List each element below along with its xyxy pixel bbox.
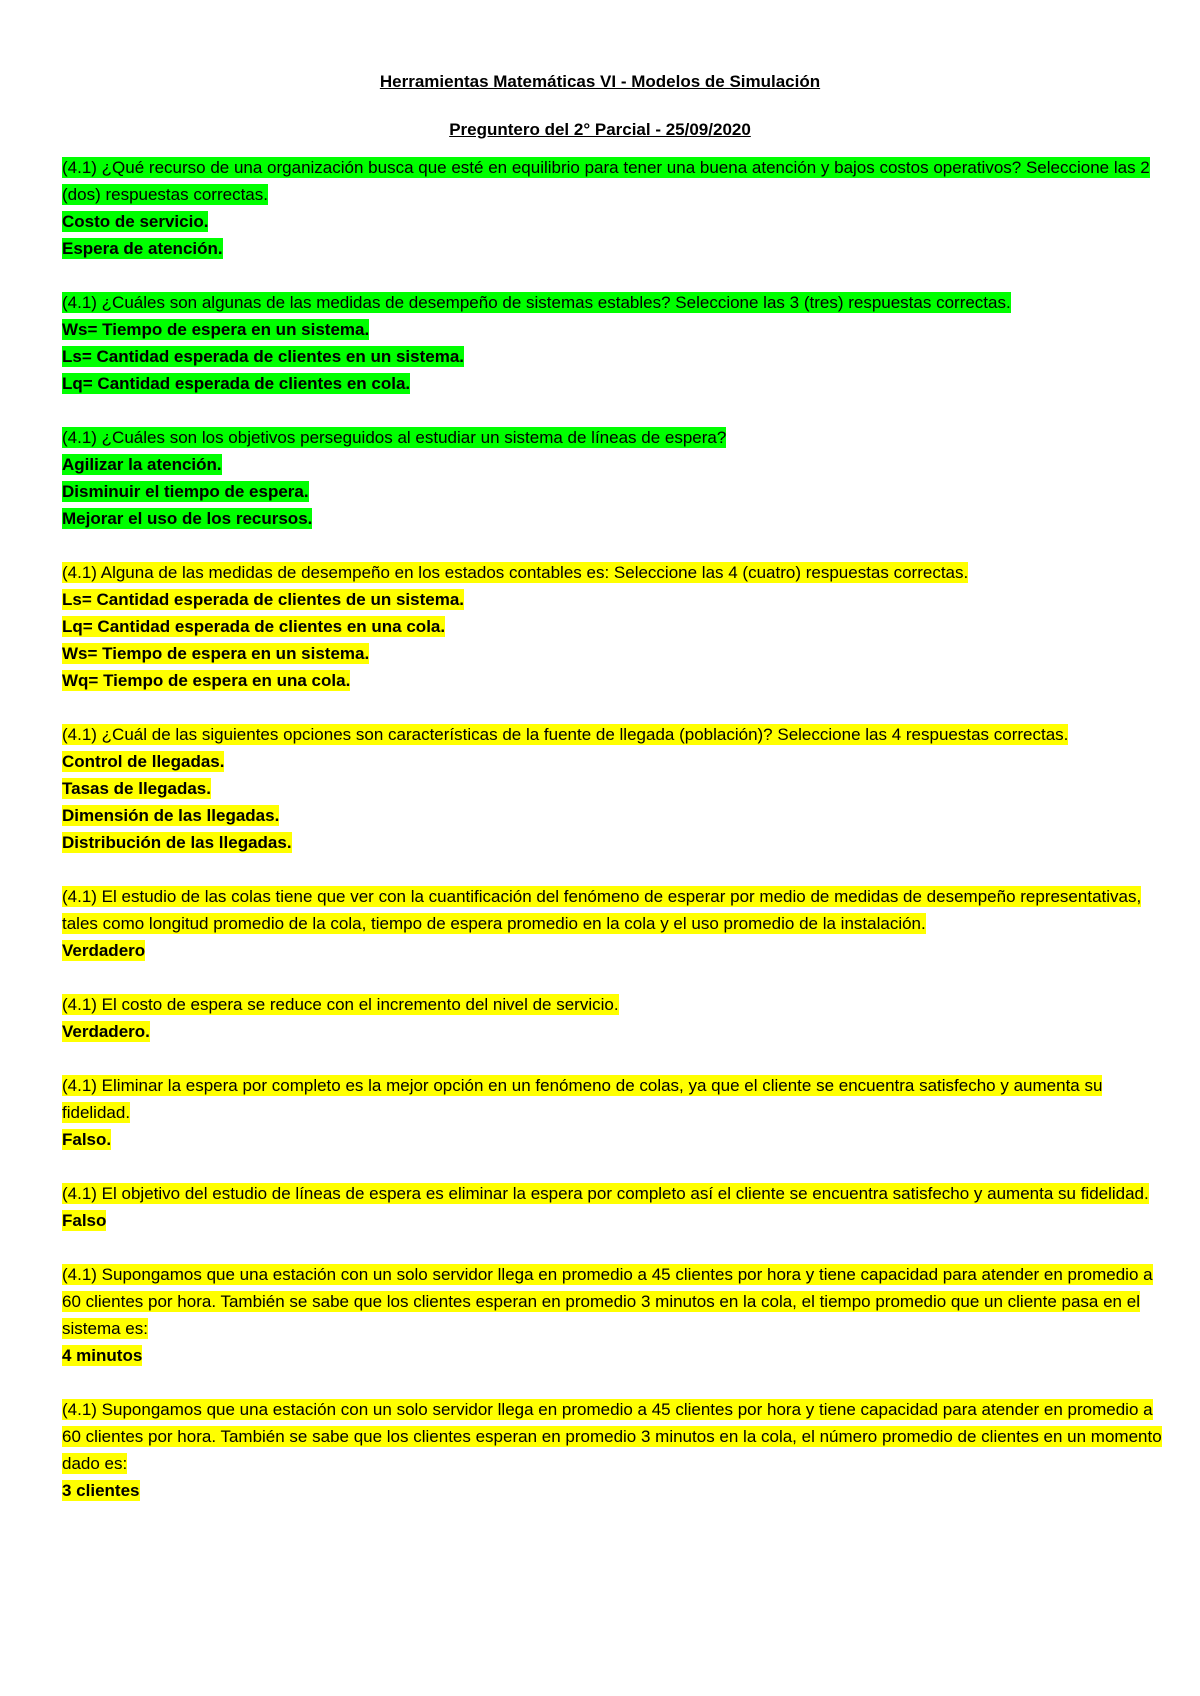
question-text-line	[62, 1180, 1162, 1207]
question-block	[62, 1261, 1162, 1369]
question-block	[62, 289, 1162, 397]
question-block	[62, 1180, 1162, 1234]
answer-line	[62, 1207, 1162, 1234]
answer-text: Lq= Cantidad esperada de clientes en una cola.	[62, 617, 446, 636]
answer-line	[62, 1126, 1162, 1153]
question-text: (4.1) El objetivo del estudio de líneas de espera es eliminar la espera por completo así el cliente se encuentra satisfecho y aumenta su fidelidad.	[62, 1184, 1149, 1203]
answer-line	[62, 937, 1162, 964]
question-block	[62, 1072, 1162, 1153]
answer-line	[62, 748, 1162, 775]
question-text-line	[62, 721, 1162, 748]
answer-line	[62, 1018, 1162, 1045]
question-block	[62, 154, 1162, 262]
answer-text: Falso.	[62, 1130, 112, 1149]
question-text-line	[62, 559, 1162, 586]
question-text: (4.1) ¿Cuáles son los objetivos perseguidos al estudiar un sistema de líneas de espera?	[62, 428, 727, 447]
answer-text: Falso	[62, 1211, 107, 1230]
answer-text: Tasas de llegadas.	[62, 779, 211, 798]
question-text: (4.1) ¿Cuál de las siguientes opciones son características de la fuente de llegada (población)? Seleccione las 4 respuestas correctas.	[62, 725, 1069, 744]
answer-text: Distribución de las llegadas.	[62, 833, 292, 852]
answer-text: 3 clientes	[62, 1481, 140, 1500]
answer-line	[62, 343, 1162, 370]
answer-line	[62, 667, 1162, 694]
question-text-line	[62, 289, 1162, 316]
answer-text: 4 minutos	[62, 1346, 143, 1365]
answer-line	[62, 829, 1162, 856]
answer-line	[62, 775, 1162, 802]
question-block	[62, 1396, 1162, 1504]
answer-line	[62, 478, 1162, 505]
answer-text: Lq= Cantidad esperada de clientes en cola.	[62, 374, 411, 393]
question-text: (4.1) Supongamos que una estación con un solo servidor llega en promedio a 45 clientes por hora y tiene capacidad para atender en promedio a 60 clientes por hora. También se sabe que los clientes esperan en promedio 3 minutos en la cola, el tiempo promedio que un cliente pasa en el sistema es:	[62, 1265, 1153, 1338]
answer-text: Dimensión de las llegadas.	[62, 806, 280, 825]
answer-line	[62, 586, 1162, 613]
answer-text: Verdadero.	[62, 1022, 150, 1041]
answer-text: Verdadero	[62, 941, 146, 960]
question-block	[62, 883, 1162, 964]
question-text: (4.1) Alguna de las medidas de desempeño en los estados contables es: Seleccione las 4 (cuatro) respuestas correctas.	[62, 563, 969, 582]
answer-line	[62, 802, 1162, 829]
question-text-line	[62, 154, 1162, 208]
question-block	[62, 721, 1162, 856]
question-text: (4.1) El estudio de las colas tiene que ver con la cuantificación del fenómeno de esperar por medio de medidas de desempeño representativas, tales como longitud promedio de la cola, tiempo de espera promedio en la cola y el uso promedio de la instalación.	[62, 887, 1142, 933]
answer-text: Costo de servicio.	[62, 212, 209, 231]
answer-line	[62, 640, 1162, 667]
answer-line	[62, 316, 1162, 343]
question-text: (4.1) Supongamos que una estación con un solo servidor llega en promedio a 45 clientes por hora y tiene capacidad para atender en promedio a 60 clientes por hora. También se sabe que los clientes esperan en promedio 3 minutos en la cola, el número promedio de clientes en un momento dado es:	[62, 1400, 1162, 1473]
question-list	[62, 154, 1162, 1504]
question-text-line	[62, 883, 1162, 937]
answer-text: Ws= Tiempo de espera en un sistema.	[62, 320, 370, 339]
question-text: (4.1) Eliminar la espera por completo es la mejor opción en un fenómeno de colas, ya que el cliente se encuentra satisfecho y aumenta su fidelidad.	[62, 1076, 1103, 1122]
question-text-line	[62, 1072, 1162, 1126]
question-text-line	[62, 991, 1162, 1018]
question-block	[62, 559, 1162, 694]
question-text: (4.1) El costo de espera se reduce con el incremento del nivel de servicio.	[62, 995, 619, 1014]
answer-text: Agilizar la atención.	[62, 455, 222, 474]
answer-text: Ls= Cantidad esperada de clientes de un sistema.	[62, 590, 465, 609]
answer-line	[62, 1477, 1162, 1504]
answer-line	[62, 208, 1162, 235]
question-text: (4.1) ¿Cuáles son algunas de las medidas de desempeño de sistemas estables? Seleccione las 3 (tres) respuestas correctas.	[62, 293, 1011, 312]
answer-line	[62, 613, 1162, 640]
question-block	[62, 991, 1162, 1045]
answer-line	[62, 505, 1162, 532]
answer-text: Disminuir el tiempo de espera.	[62, 482, 309, 501]
document-title: Herramientas Matemáticas VI - Modelos de Simulación	[379, 72, 821, 91]
answer-line	[62, 235, 1162, 262]
answer-line	[62, 451, 1162, 478]
answer-text: Ls= Cantidad esperada de clientes en un sistema.	[62, 347, 465, 366]
answer-line	[62, 370, 1162, 397]
question-block	[62, 424, 1162, 532]
answer-text: Control de llegadas.	[62, 752, 225, 771]
answer-text: Espera de atención.	[62, 239, 223, 258]
answer-text: Wq= Tiempo de espera en una cola.	[62, 671, 351, 690]
question-text-line	[62, 424, 1162, 451]
question-text-line	[62, 1396, 1162, 1477]
document-subtitle: Preguntero del 2° Parcial - 25/09/2020	[449, 120, 751, 139]
answer-text: Ws= Tiempo de espera en un sistema.	[62, 644, 370, 663]
answer-text: Mejorar el uso de los recursos.	[62, 509, 313, 528]
question-text-line	[62, 1261, 1162, 1342]
question-text: (4.1) ¿Qué recurso de una organización busca que esté en equilibrio para tener una buena atención y bajos costos operativos? Seleccione las 2 (dos) respuestas correctas.	[62, 158, 1150, 204]
answer-line	[62, 1342, 1162, 1369]
